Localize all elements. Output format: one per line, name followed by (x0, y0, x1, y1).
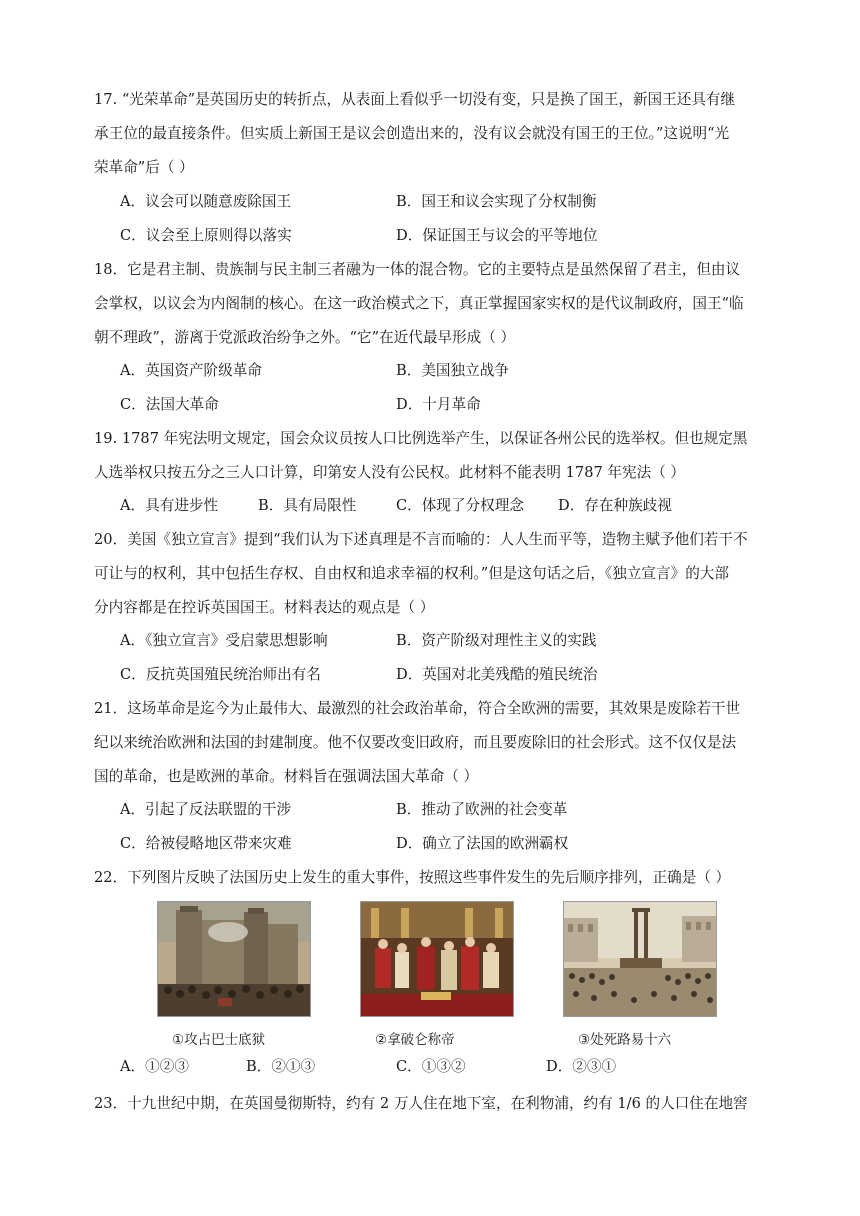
q21-option-a: A．引起了反法联盟的干涉 (120, 801, 292, 818)
q21-line-2: 纪以来统治欧洲和法国的封建制度。他不仅要改变旧政府，而且要废除旧的社会形式。这不仅仅是法 (94, 734, 737, 751)
caption-louis-execution: ③处死路易十六 (578, 1032, 672, 1048)
q17-line-1: 17. “光荣革命”是英国历史的转折点，从表面上看似乎一切没有变，只是换了国王，新国王还具有继 (94, 91, 736, 108)
q21-option-b: B．推动了欧洲的社会变革 (396, 801, 568, 818)
caption-bastille: ①攻占巴士底狱 (172, 1032, 266, 1048)
q19-option-d: D．存在种族歧视 (558, 497, 672, 514)
q22-option-a: A．①②③ (120, 1058, 189, 1075)
q17-option-b: B．国王和议会实现了分权制衡 (396, 193, 597, 210)
q18-line-2: 会掌权，以议会为内阁制的核心。在这一政治模式之下，真正掌握国家实权的是代议制政府，国王“临 (94, 295, 744, 312)
bastille-storming-image (157, 901, 311, 1017)
q18-line-3: 朝不理政”，游离于党派政治纷争之外。“它”在近代最早形成（ ） (94, 329, 516, 346)
q19-option-a: A．具有进步性 (120, 497, 219, 514)
q22-option-b: B．②①③ (246, 1058, 316, 1075)
louis-execution-image (563, 901, 717, 1017)
q20-line-3: 分内容都是在控诉英国国王。材料表达的观点是（ ） (94, 599, 435, 616)
q19-line-1: 19. 1787 年宪法明文规定，国会众议员按人口比例选举产生，以保证各州公民的选举权。但也规定黑 (94, 430, 748, 447)
q17-option-a: A．议会可以随意废除国王 (120, 193, 292, 210)
q18-option-d: D．十月革命 (396, 396, 481, 413)
q20-line-2: 可让与的权利，其中包括生存权、自由权和追求幸福的权利。”但是这句话之后，《独立宣言》的大部 (94, 565, 729, 582)
caption-napoleon: ②拿破仑称帝 (375, 1032, 455, 1048)
q20-option-d: D．英国对北美残酷的殖民统治 (396, 666, 598, 683)
q23-line-1: 23．十九世纪中期，在英国曼彻斯特，约有 2 万人住在地下室，在利物浦，约有 1/6 的人口住在地窖 (94, 1095, 748, 1112)
q18-option-b: B．美国独立战争 (396, 362, 509, 379)
q22-option-c: C．①③② (396, 1058, 466, 1075)
q21-option-c: C．给被侵略地区带来灾难 (120, 835, 292, 852)
q20-option-b: B．资产阶级对理性主义的实践 (396, 632, 597, 649)
q19-line-2: 人选举权只按五分之三人口计算，印第安人没有公民权。此材料不能表明 1787 年宪法（ ） (94, 464, 686, 481)
q17-line-3: 荣革命”后（ ） (94, 159, 194, 176)
q19-option-c: C．体现了分权理念 (396, 497, 524, 514)
q22-option-d: D．②③① (546, 1058, 617, 1075)
q18-option-c: C．法国大革命 (120, 396, 219, 413)
q20-option-c: C．反抗英国殖民统治师出有名 (120, 666, 321, 683)
q18-option-a: A．英国资产阶级革命 (120, 362, 262, 379)
q17-line-2: 承王位的最直接条件。但实质上新国王是议会创造出来的，没有议会就没有国王的王位。”这说明“光 (94, 125, 730, 142)
q22-line-1: 22．下列图片反映了法国历史上发生的重大事件，按照这些事件发生的先后顺序排列，正确是（ ） (94, 869, 731, 886)
q21-line-1: 21．这场革命是迄今为止最伟大、最激烈的社会政治革命，符合全欧洲的需要，其效果是废除若干世 (94, 700, 741, 717)
q20-line-1: 20．美国《独立宣言》提到“我们认为下述真理是不言而喻的：人人生而平等，造物主赋予他们若干不 (94, 531, 748, 548)
q21-option-d: D．确立了法国的欧洲霸权 (396, 835, 569, 852)
q17-option-d: D．保证国王与议会的平等地位 (396, 227, 598, 244)
q20-option-a: A．《独立宣言》受启蒙思想影响 (120, 632, 328, 649)
q21-line-3: 国的革命，也是欧洲的革命。材料旨在强调法国大革命（ ） (94, 768, 479, 785)
napoleon-coronation-image (360, 901, 514, 1017)
q18-line-1: 18．它是君主制、贵族制与民主制三者融为一体的混合物。它的主要特点是虽然保留了君主，但由议 (94, 261, 741, 278)
q19-option-b: B．具有局限性 (258, 497, 357, 514)
q17-option-c: C．议会至上原则得以落实 (120, 227, 292, 244)
